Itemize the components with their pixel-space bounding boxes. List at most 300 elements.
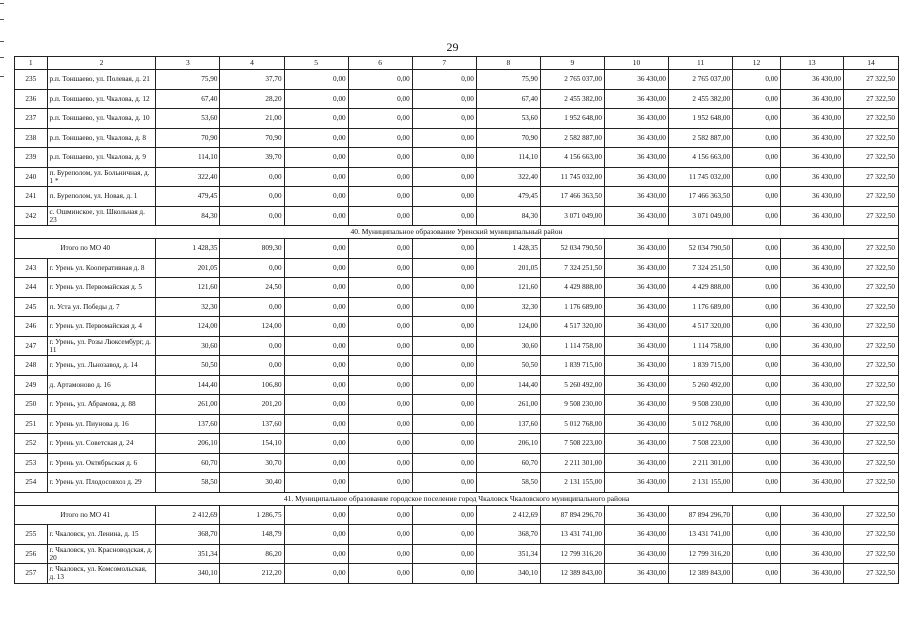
table-cell: 36 430,00 [780,434,843,454]
table-cell: 0,00 [284,167,348,187]
table-cell: 7 324 251,50 [669,258,733,278]
table-cell: 0,00 [733,375,781,395]
table-cell: 0,00 [733,239,781,259]
table-cell: 137,60 [476,414,540,434]
table-cell: 36 430,00 [604,70,668,90]
table-cell: 0,00 [348,414,412,434]
table-cell: 60,70 [476,453,540,473]
column-header: 11 [669,57,733,70]
table-cell: 0,00 [284,356,348,376]
table-cell: 36 430,00 [604,128,668,148]
table-cell: 36 430,00 [604,89,668,109]
table-cell: 255 [15,525,48,545]
table-cell: 0,00 [733,70,781,90]
table-row [15,473,899,493]
table-cell: 36 430,00 [604,564,668,584]
table-cell: 0,00 [284,70,348,90]
table-cell: 36 430,00 [604,453,668,473]
table-row [15,544,899,564]
table-cell: 36 430,00 [780,375,843,395]
table-cell: 2 211 301,00 [540,453,604,473]
table-cell: 236 [15,89,48,109]
table-cell: 4 517 320,00 [669,317,733,337]
address-cell: д. Артамоново д. 16 [47,375,156,395]
table-cell: 37,70 [220,70,284,90]
table-cell: 0,00 [412,187,476,207]
table-cell: 4 429 888,00 [540,278,604,298]
table-cell: 0,00 [733,187,781,207]
table-cell: 27 322,50 [843,525,898,545]
table-cell: 0,00 [348,187,412,207]
table-cell: 2 455 382,00 [540,89,604,109]
table-cell: 1 114 758,00 [540,336,604,356]
table-cell: 0,00 [284,187,348,207]
table-cell: 27 322,50 [843,473,898,493]
table-cell: 12 799 316,20 [669,544,733,564]
table-cell: 9 508 230,00 [540,395,604,415]
table-cell: 212,20 [220,564,284,584]
table-cell: 0,00 [412,505,476,525]
table-cell: 3 071 049,00 [540,206,604,226]
table-cell: 137,60 [156,414,220,434]
table-cell: 0,00 [284,239,348,259]
table-cell: 2 412,69 [156,505,220,525]
table-cell: 239 [15,148,48,168]
table-cell: 256 [15,544,48,564]
table-cell: 144,40 [156,375,220,395]
table-row [15,317,899,337]
table-cell: 58,50 [156,473,220,493]
table-cell: 27 322,50 [843,297,898,317]
table-row [15,414,899,434]
table-cell: 1 952 648,00 [540,109,604,129]
table-cell: 201,05 [476,258,540,278]
table-cell: 0,00 [284,375,348,395]
table-cell: 1 952 648,00 [669,109,733,129]
address-cell: р.п. Тоншаево, ул. Чкалова, д. 9 [47,148,156,168]
table-cell: 0,00 [733,395,781,415]
table-cell: 148,79 [220,525,284,545]
table-cell: 0,00 [733,336,781,356]
table-cell: 0,00 [220,297,284,317]
table-cell: 27 322,50 [843,434,898,454]
table-cell: 36 430,00 [780,505,843,525]
table-cell: 154,10 [220,434,284,454]
table-cell: 32,30 [156,297,220,317]
table-cell: 2 211 301,00 [669,453,733,473]
total-label: Итого по МО 41 [15,505,156,525]
column-header: 8 [476,57,540,70]
table-cell: 36 430,00 [780,525,843,545]
table-cell: 36 430,00 [780,356,843,376]
table-cell: 36 430,00 [780,317,843,337]
table-cell: 0,00 [733,505,781,525]
table-cell: 1 428,35 [156,239,220,259]
table-cell: 241 [15,187,48,207]
table-cell: 36 430,00 [780,128,843,148]
table-cell: 0,00 [348,473,412,493]
table-cell: 0,00 [284,473,348,493]
address-cell: с. Ошминское, ул. Школьная д. 23 [47,206,156,226]
table-cell: 368,70 [156,525,220,545]
table-cell: 0,00 [733,317,781,337]
column-header: 12 [733,57,781,70]
table-cell: 124,00 [220,317,284,337]
table-row [15,258,899,278]
table-cell: 0,00 [412,473,476,493]
table-cell: 27 322,50 [843,206,898,226]
table-cell: 70,90 [220,128,284,148]
table-cell: 351,34 [156,544,220,564]
column-header: 14 [843,57,898,70]
table-cell: 0,00 [733,473,781,493]
table-cell: 114,10 [156,148,220,168]
table-cell: 0,00 [284,336,348,356]
table-cell: 36 430,00 [604,187,668,207]
table-cell: 0,00 [284,544,348,564]
table-cell: 36 430,00 [604,167,668,187]
table-cell: 0,00 [348,206,412,226]
table-cell: 27 322,50 [843,317,898,337]
table-cell: 235 [15,70,48,90]
table-cell: 27 322,50 [843,148,898,168]
table-cell: 121,60 [476,278,540,298]
table-cell: 0,00 [412,297,476,317]
table-row [15,434,899,454]
table-cell: 36 430,00 [780,453,843,473]
table-cell: 36 430,00 [780,239,843,259]
column-header: 10 [604,57,668,70]
table-cell: 5 260 492,00 [540,375,604,395]
table-cell: 39,70 [220,148,284,168]
table-cell: 0,00 [284,453,348,473]
table-cell: 4 156 663,00 [540,148,604,168]
table-cell: 36 430,00 [780,473,843,493]
table-cell: 1 286,75 [220,505,284,525]
table-cell: 479,45 [156,187,220,207]
table-cell: 27 322,50 [843,564,898,584]
table-cell: 247 [15,336,48,356]
table-cell: 137,60 [220,414,284,434]
data-table [14,56,899,584]
section-row [15,226,899,239]
table-cell: 3 071 049,00 [669,206,733,226]
table-cell: 0,00 [348,297,412,317]
table-cell: 0,00 [412,317,476,337]
table-cell: 58,50 [476,473,540,493]
table-cell: 0,00 [412,258,476,278]
table-cell: 0,00 [412,336,476,356]
table-cell: 5 012 768,00 [669,414,733,434]
table-cell: 124,00 [476,317,540,337]
table-cell: 261,00 [156,395,220,415]
address-cell: г. Чкаловск, ул. Комсомольская, д. 13 [47,564,156,584]
table-cell: 36 430,00 [780,187,843,207]
address-cell: г. Урень ул. Первомайская д. 4 [47,317,156,337]
table-cell: 84,30 [476,206,540,226]
table-cell: 0,00 [733,434,781,454]
table-cell: 121,60 [156,278,220,298]
column-header: 7 [412,57,476,70]
table-cell: 0,00 [348,317,412,337]
table-cell: 0,00 [284,395,348,415]
table-cell: 0,00 [284,148,348,168]
table-cell: 86,20 [220,544,284,564]
column-header: 2 [47,57,156,70]
table-cell: 24,50 [220,278,284,298]
total-label: Итого по МО 40 [15,239,156,259]
table-cell: 5 012 768,00 [540,414,604,434]
table-cell: 0,00 [733,109,781,129]
address-cell: г. Чкаловск, ул. Красноводская, д. 20 [47,544,156,564]
table-cell: 0,00 [412,89,476,109]
address-cell: п. Буреполом, ул. Новая, д. 1 [47,187,156,207]
table-cell: 0,00 [348,395,412,415]
table-cell: 36 430,00 [604,336,668,356]
table-cell: 351,34 [476,544,540,564]
table-cell: 27 322,50 [843,278,898,298]
table-cell: 36 430,00 [780,564,843,584]
address-cell: г. Урень ул. Первомайская д. 5 [47,278,156,298]
table-cell: 53,60 [476,109,540,129]
table-cell: 0,00 [220,336,284,356]
table-cell: 0,00 [733,278,781,298]
table-cell: 0,00 [348,239,412,259]
table-cell: 0,00 [348,525,412,545]
table-cell: 36 430,00 [604,414,668,434]
table-cell: 249 [15,375,48,395]
table-cell: 11 745 032,00 [540,167,604,187]
table-cell: 0,00 [348,167,412,187]
column-header: 6 [348,57,412,70]
table-cell: 52 034 790,50 [669,239,733,259]
table-cell: 252 [15,434,48,454]
table-cell: 0,00 [733,525,781,545]
table-cell: 36 430,00 [780,148,843,168]
column-header: 3 [156,57,220,70]
table-cell: 36 430,00 [604,148,668,168]
table-cell: 36 430,00 [604,239,668,259]
table-cell: 36 430,00 [780,258,843,278]
section-row [15,492,899,505]
table-row [15,278,899,298]
table-cell: 244 [15,278,48,298]
column-header: 1 [15,57,48,70]
table-row [15,128,899,148]
table-cell: 0,00 [733,356,781,376]
table-cell: 0,00 [348,375,412,395]
table-cell: 17 466 363,50 [669,187,733,207]
table-cell: 27 322,50 [843,336,898,356]
table-cell: 36 430,00 [604,395,668,415]
table-cell: 0,00 [412,70,476,90]
table-cell: 0,00 [284,206,348,226]
table-cell: 246 [15,317,48,337]
table-cell: 0,00 [412,206,476,226]
table-cell: 2 582 887,00 [540,128,604,148]
table-cell: 0,00 [348,434,412,454]
table-cell: 27 322,50 [843,89,898,109]
table-row [15,395,899,415]
table-cell: 0,00 [284,525,348,545]
table-cell: 0,00 [284,297,348,317]
table-cell: 50,50 [476,356,540,376]
table-cell: 27 322,50 [843,544,898,564]
table-cell: 479,45 [476,187,540,207]
table-cell: 2 582 887,00 [669,128,733,148]
table-cell: 36 430,00 [604,525,668,545]
table-cell: 1 114 758,00 [669,336,733,356]
table-cell: 0,00 [733,89,781,109]
table-row [15,167,899,187]
table-cell: 27 322,50 [843,414,898,434]
table-cell: 50,50 [156,356,220,376]
table-cell: 340,10 [476,564,540,584]
table-cell: 0,00 [348,356,412,376]
table-cell: 11 745 032,00 [669,167,733,187]
table-cell: 0,00 [284,128,348,148]
table-cell: 0,00 [733,206,781,226]
section-title: 40. Муниципальное образование Уренский муниципальный район [15,226,899,239]
table-cell: 9 508 230,00 [669,395,733,415]
table-cell: 0,00 [284,109,348,129]
address-cell: г. Урень ул. Октябрьская д. 6 [47,453,156,473]
column-header: 4 [220,57,284,70]
table-cell: 27 322,50 [843,109,898,129]
table-cell: 144,40 [476,375,540,395]
table-cell: 36 430,00 [780,206,843,226]
table-cell: 0,00 [412,239,476,259]
table-cell: 0,00 [412,544,476,564]
table-row [15,375,899,395]
table-cell: 250 [15,395,48,415]
table-cell: 36 430,00 [780,109,843,129]
page-number: 29 [446,40,459,54]
table-cell: 0,00 [348,70,412,90]
table-cell: 52 034 790,50 [540,239,604,259]
table-cell: 30,40 [220,473,284,493]
table-cell: 242 [15,206,48,226]
table-cell: 36 430,00 [780,395,843,415]
table-cell: 2 765 037,00 [540,70,604,90]
address-cell: г. Урень ул. Пиунова д. 16 [47,414,156,434]
table-cell: 124,00 [156,317,220,337]
table-cell: 67,40 [156,89,220,109]
table-cell: 0,00 [284,564,348,584]
column-header: 5 [284,57,348,70]
table-cell: 0,00 [348,109,412,129]
table-cell: 60,70 [156,453,220,473]
table-cell: 36 430,00 [604,109,668,129]
section-title: 41. Муниципальное образование городское поселение город Чкаловск Чкаловского муниципального района [15,492,899,505]
table-cell: 36 430,00 [780,544,843,564]
table-cell: 27 322,50 [843,356,898,376]
table-cell: 1 176 689,00 [540,297,604,317]
table-cell: 0,00 [733,564,781,584]
table-cell: 261,00 [476,395,540,415]
address-cell: р.п. Тоншаево, ул. Чкалова, д. 8 [47,128,156,148]
table-cell: 240 [15,167,48,187]
table-cell: 201,20 [220,395,284,415]
table-cell: 0,00 [348,148,412,168]
binding-marks [0,0,6,100]
table-cell: 0,00 [284,434,348,454]
table-cell: 114,10 [476,148,540,168]
table-cell: 53,60 [156,109,220,129]
table-cell: 13 431 741,00 [669,525,733,545]
table-cell: 0,00 [284,258,348,278]
table-cell: 0,00 [733,453,781,473]
table-cell: 12 389 843,00 [540,564,604,584]
table-cell: 84,30 [156,206,220,226]
table-cell: 36 430,00 [780,336,843,356]
table-cell: 248 [15,356,48,376]
table-cell: 27 322,50 [843,70,898,90]
table-cell: 36 430,00 [780,414,843,434]
table-row [15,187,899,207]
table-cell: 322,40 [476,167,540,187]
table-cell: 36 430,00 [780,278,843,298]
table-cell: 245 [15,297,48,317]
table-cell: 0,00 [412,414,476,434]
table-row [15,148,899,168]
table-cell: 1 839 715,00 [669,356,733,376]
table-cell: 27 322,50 [843,395,898,415]
table-cell: 0,00 [412,128,476,148]
table-cell: 4 429 888,00 [669,278,733,298]
table-cell: 36 430,00 [604,206,668,226]
table-cell: 27 322,50 [843,239,898,259]
table-cell: 201,05 [156,258,220,278]
table-cell: 2 412,69 [476,505,540,525]
table-cell: 0,00 [412,525,476,545]
table-cell: 13 431 741,00 [540,525,604,545]
table-cell: 106,80 [220,375,284,395]
table-cell: 1 428,35 [476,239,540,259]
table-cell: 0,00 [733,258,781,278]
table-cell: 0,00 [733,148,781,168]
total-row [15,505,899,525]
table-cell: 28,20 [220,89,284,109]
table-cell: 7 508 223,00 [540,434,604,454]
table-cell: 36 430,00 [780,70,843,90]
table-cell: 0,00 [348,544,412,564]
table-cell: 0,00 [284,414,348,434]
address-cell: г. Урень, ул. Льнозавод, д. 14 [47,356,156,376]
table-cell: 36 430,00 [604,544,668,564]
table-cell: 2 765 037,00 [669,70,733,90]
table-cell: 0,00 [412,278,476,298]
table-cell: 238 [15,128,48,148]
table-cell: 253 [15,453,48,473]
table-cell: 322,40 [156,167,220,187]
table-cell: 0,00 [220,187,284,207]
table-cell: 0,00 [733,414,781,434]
table-cell: 36 430,00 [604,473,668,493]
table-cell: 237 [15,109,48,129]
table-cell: 36 430,00 [604,278,668,298]
table-cell: 0,00 [348,505,412,525]
table-cell: 0,00 [348,453,412,473]
table-cell: 36 430,00 [780,89,843,109]
table-cell: 1 839 715,00 [540,356,604,376]
address-cell: г. Урень, ул. Абрамова, д. 88 [47,395,156,415]
table-cell: 257 [15,564,48,584]
table-cell: 75,90 [476,70,540,90]
table-cell: 12 389 843,00 [669,564,733,584]
table-cell: 17 466 363,50 [540,187,604,207]
table-cell: 27 322,50 [843,187,898,207]
